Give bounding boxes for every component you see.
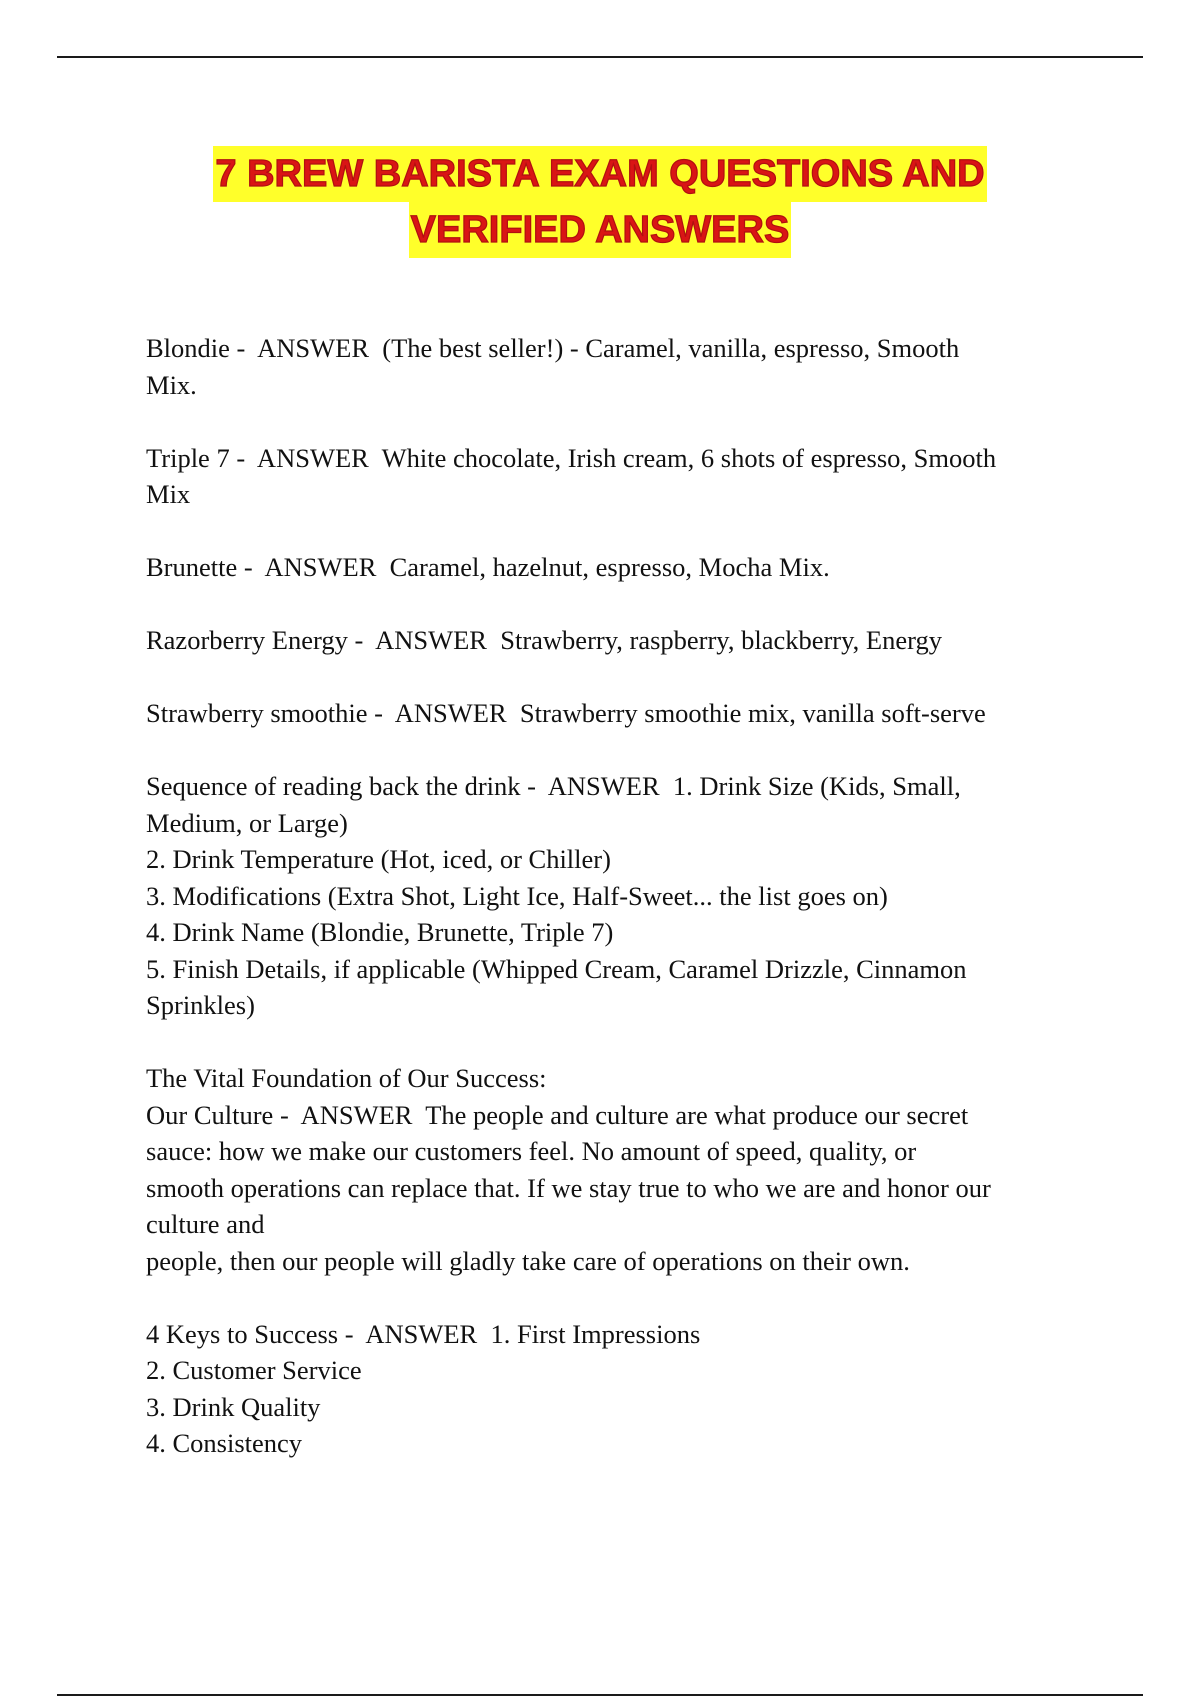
qa-item	[146, 549, 1076, 586]
document-title	[0, 146, 1200, 258]
qa-line: 3. Drink Quality	[146, 1391, 321, 1422]
qa-line: Blondie - ANSWER (The best seller!) - Caramel, vanilla, espresso, Smooth	[146, 333, 960, 363]
qa-line: culture and	[146, 1209, 265, 1239]
qa-item	[146, 622, 1076, 659]
qa-item	[146, 1316, 1076, 1462]
qa-line: people, then our people will gladly take care of operations on their own.	[146, 1245, 910, 1276]
qa-line: 3. Modifications (Extra Shot, Light Ice, Half-Sweet... the list goes on)	[146, 880, 888, 911]
qa-item	[146, 768, 1076, 1024]
qa-line: Mix.	[146, 369, 197, 400]
qa-item	[146, 1060, 1076, 1279]
qa-line: Our Culture - ANSWER The people and culture are what produce our secret	[146, 1099, 969, 1130]
qa-line: Mix	[146, 479, 191, 509]
title-line-1: 7 BREW BARISTA EXAM QUESTIONS AND	[213, 146, 986, 202]
title-line-2: VERIFIED ANSWERS	[409, 202, 792, 258]
qa-line: Strawberry smoothie - ANSWER Strawberry smoothie mix, vanilla soft-serve	[146, 698, 986, 728]
qa-item	[146, 330, 1076, 403]
bottom-rule	[57, 1694, 1143, 1696]
qa-line: The Vital Foundation of Our Success:	[146, 1063, 547, 1093]
qa-line: Sequence of reading back the drink - ANSWER 1. Drink Size (Kids, Small,	[146, 771, 961, 801]
qa-line: 4 Keys to Success - ANSWER 1. First Impressions	[146, 1318, 701, 1349]
qa-line: 2. Customer Service	[146, 1355, 362, 1385]
qa-line: Brunette - ANSWER Caramel, hazelnut, espresso, Mocha Mix.	[146, 552, 830, 582]
qa-line: 2. Drink Temperature (Hot, iced, or Chiller)	[146, 844, 611, 874]
qa-line: 5. Finish Details, if applicable (Whipped Cream, Caramel Drizzle, Cinnamon	[146, 953, 967, 984]
qa-line: Sprinkles)	[146, 990, 255, 1020]
qa-item	[146, 440, 1076, 513]
qa-item	[146, 695, 1076, 732]
top-rule	[57, 56, 1143, 58]
qa-line: 4. Drink Name (Blondie, Brunette, Triple 7)	[146, 917, 614, 947]
qa-line: smooth operations can replace that. If we stay true to who we are and honor our	[146, 1172, 991, 1203]
qa-list	[146, 330, 1076, 1498]
qa-line: Razorberry Energy - ANSWER Strawberry, raspberry, blackberry, Energy	[146, 625, 942, 655]
qa-line: sauce: how we make our customers feel. No amount of speed, quality, or	[146, 1136, 917, 1166]
qa-line: Medium, or Large)	[146, 807, 348, 838]
qa-line: Triple 7 - ANSWER White chocolate, Irish cream, 6 shots of espresso, Smooth	[146, 442, 997, 473]
qa-line: 4. Consistency	[146, 1428, 303, 1458]
